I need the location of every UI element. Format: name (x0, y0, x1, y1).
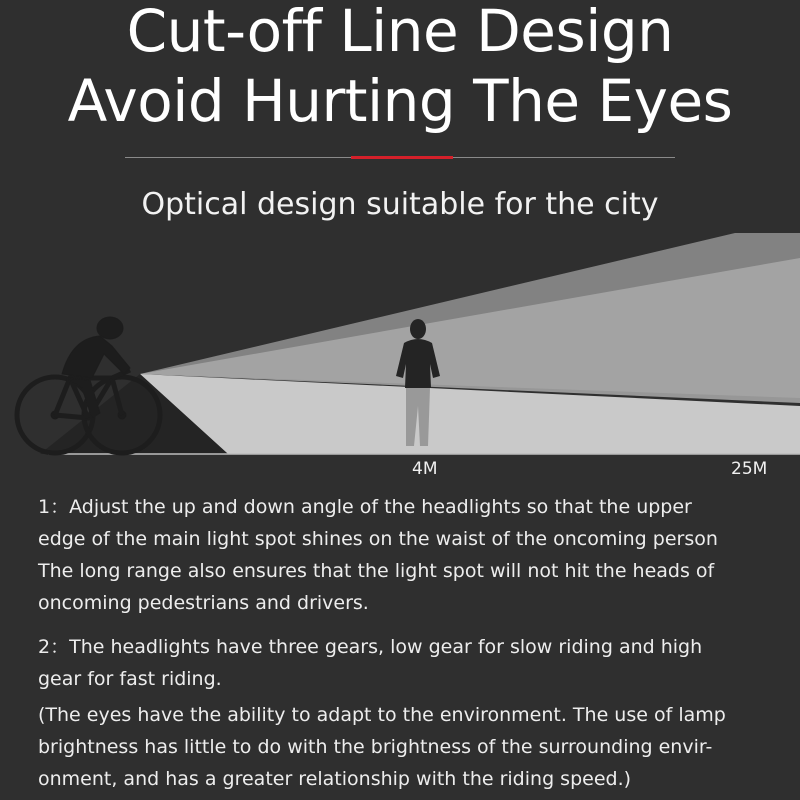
note-line: The long range also ensures that the light spot will not hit the heads of (38, 560, 715, 582)
beam-illustration (0, 228, 800, 460)
divider-accent (351, 156, 453, 159)
note-line: 1：Adjust the up and down angle of the headlights so that the upper (38, 496, 692, 518)
distance-label-far: 25M (731, 459, 768, 479)
beam-illustration-svg (0, 228, 800, 460)
note-item-3 (38, 699, 783, 795)
title-line-2: Avoid Hurting The Eyes (67, 67, 733, 135)
distance-label-near: 4M (412, 459, 438, 479)
note-line: (The eyes have the ability to adapt to the environment. The use of lamp (38, 704, 726, 726)
note-item-1 (38, 491, 783, 619)
subtitle: Optical design suitable for the city (141, 187, 659, 222)
note-line: oncoming pedestrians and drivers. (38, 592, 369, 614)
note-line: 2：The headlights have three gears, low gear for slow riding and high (38, 636, 703, 658)
note-line: onment, and has a greater relationship with the riding speed.) (38, 768, 632, 790)
title-line-1: Cut-off Line Design (126, 0, 674, 65)
note-item-2 (38, 631, 783, 695)
note-line: edge of the main light spot shines on the waist of the oncoming person (38, 528, 718, 550)
note-line: gear for fast riding. (38, 668, 222, 690)
note-line: brightness has little to do with the brightness of the surrounding envir- (38, 736, 713, 758)
